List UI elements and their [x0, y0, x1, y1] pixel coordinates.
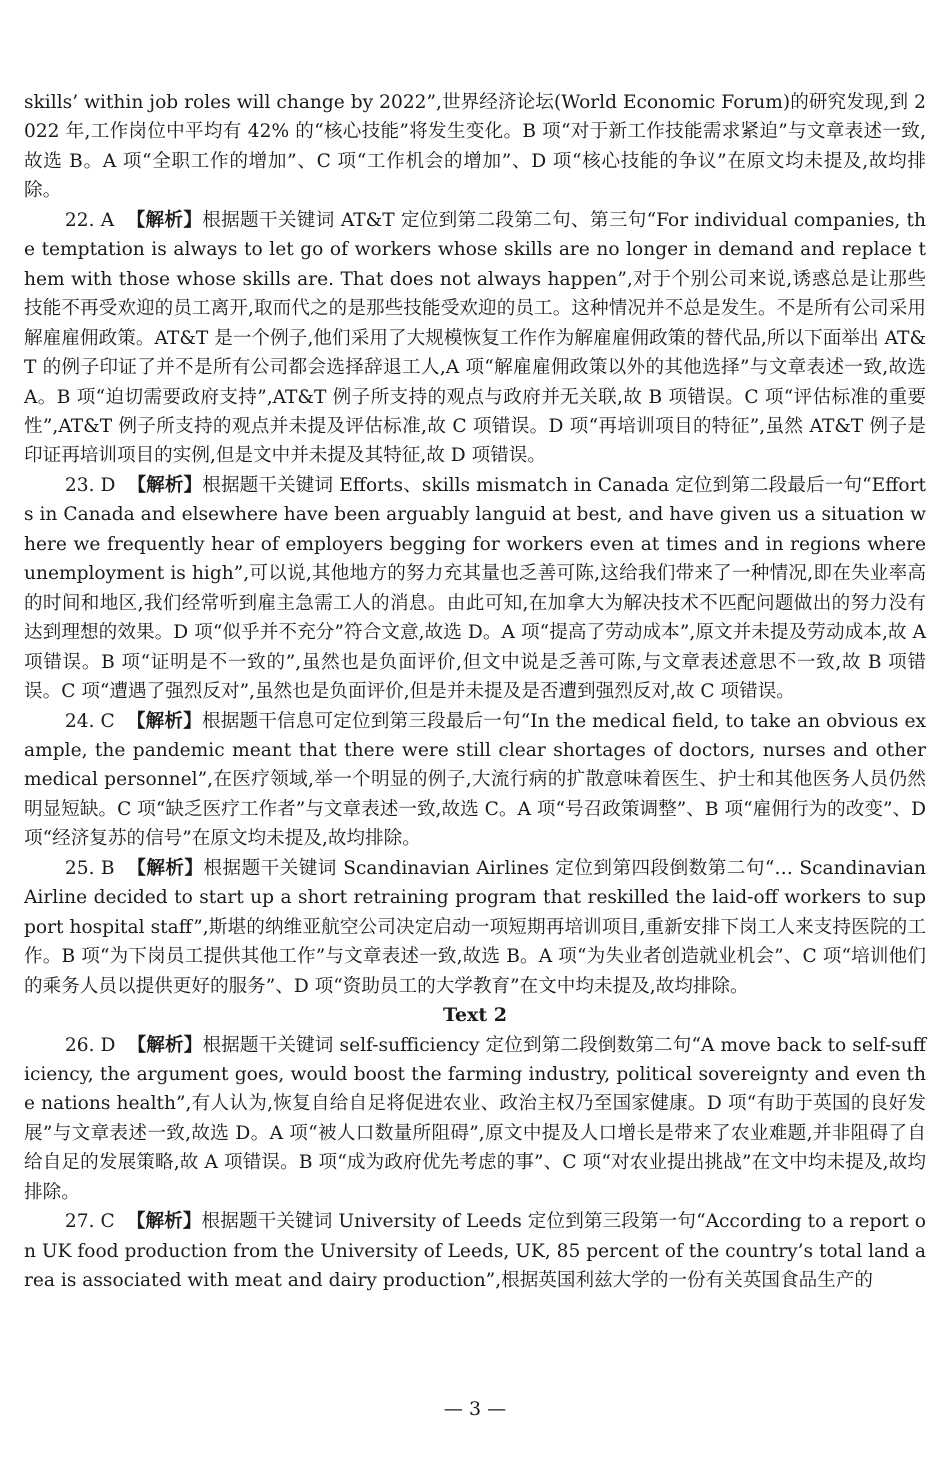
- analysis-label: 【解析】: [126, 1211, 202, 1233]
- question-number: 23. D: [64, 474, 116, 496]
- answer-explanation: 根据题干关键词 Efforts、skills mismatch in Canada 定位到第二段最后一句“Efforts in Canada and elsewhere have been arguably languid at best, and have given us a situation where we frequently hear of employers begging for workers even at times and in regions where unemployment is high”,可以说,其他地方的努力充其量也乏善可陈,这给我们带来了一种情况,即在失业率高的时间和地区,我们经常听到雇主急需工人的消息。由此可知,在加拿大为解决技术不匹配问题做出的努力没有达到理想的效果。D 项“似乎并不充分”符合文意,故选 D。A 项“提高了劳动成本”,原文并未提及劳动成本,故 A 项错误。B 项“证明是不一致的”,虽然也是负面评价,但文中说是乏善可陈,与文章表述意思不一致,故 B 项错误。C 项“遭遇了强烈反对”,虽然也是负面评价,但是并未提及是否遭到强烈反对,故 C 项错误。: [24, 474, 926, 703]
- answer-24: [24, 707, 926, 854]
- paragraph-text: skills’ within job roles will change by 2022”,世界经济论坛(World Economic Forum)的研究发现,到 2022 年,工作岗位中平均有 42% 的“核心技能”将发生变化。B 项“对于新工作技能需求紧迫”与文章表述一致,故选 B。A 项“全职工作的增加”、C 项“工作机会的增加”、D 项“核心技能的争议”在原文均未提及,故均排除。: [24, 92, 926, 202]
- page-number: — 3 —: [443, 1398, 507, 1420]
- answer-22: [24, 206, 926, 471]
- answer-26: [24, 1031, 926, 1208]
- answer-27: [24, 1207, 926, 1295]
- analysis-label: 【解析】: [126, 710, 202, 732]
- answer-25: [24, 854, 926, 1001]
- answer-explanation: 根据题干关键词 AT&T 定位到第二段第二句、第三句“For individual companies, the temptation is always to let go of workers whose skills are no longer in demand and replace them with those whose skills are. That does not always happen”,对于个别公司来说,诱惑总是让那些技能不再受欢迎的员工离开,取而代之的是那些技能受欢迎的员工。这种情况并不总是发生。不是所有公司采用解雇雇佣政策。AT&T 是一个例子,他们采用了大规模恢复工作作为解雇雇佣政策的替代品,所以下面举出 AT&T 的例子印证了并不是所有公司都会选择辞退工人,A 项“解雇雇佣政策以外的其他选择”与文章表述一致,故选 A。B 项“迫切需要政府支持”,AT&T 例子所支持的观点与政府并无关联,故 B 项错误。C 项“评估标准的重要性”,AT&T 例子所支持的观点并未提及评估标准,故 C 项错误。D 项“再培训项目的特征”,虽然 AT&T 例子是印证再培训项目的实例,但是文中并未提及其特征,故 D 项错误。: [24, 209, 926, 467]
- answer-23: [24, 471, 926, 707]
- paragraph-continuation: [24, 88, 926, 206]
- question-number: 25. B: [64, 857, 115, 879]
- answer-explanation: 根据题干关键词 Scandinavian Airlines 定位到第四段倒数第二句“… Scandinavian Airline decided to start up a short retraining program that reskilled the laid-off workers to support hospital staff”,斯堪的纳维亚航空公司决定启动一项短期再培训项目,重新安排下岗工人来支持医院的工作。B 项“为下岗员工提供其他工作”与文章表述一致,故选 B。A 项“为失业者创造就业机会”、C 项“培训他们的乘务人员以提供更好的服务”、D 项“资助员工的大学教育”在文中均未提及,故均排除。: [24, 857, 926, 997]
- analysis-label: 【解析】: [127, 1034, 203, 1056]
- analysis-label: 【解析】: [127, 857, 204, 879]
- analysis-label: 【解析】: [126, 209, 203, 231]
- question-number: 26. D: [64, 1034, 116, 1056]
- answer-explanation: 根据题干关键词 University of Leeds 定位到第三段第一句“According to a report on UK food production from the University of Leeds, UK, 85 percent of the country’s total land area is associated with meat and dairy production”,根据英国利兹大学的一份有关英国食品生产的: [24, 1211, 926, 1292]
- answer-explanation: 根据题干信息可定位到第三段最后一句“In the medical field, to take an obvious example, the pandemic meant that there were still clear shortages of doctors, nurses and other medical personnel”,在医疗领域,举一个明显的例子,大流行病的扩散意味着医生、护士和其他医务人员仍然明显短缺。C 项“缺乏医疗工作者”与文章表述一致,故选 C。A 项“号召政策调整”、B 项“雇佣行为的改变”、D 项“经济复苏的信号”在原文均未提及,故均排除。: [24, 710, 926, 850]
- analysis-label: 【解析】: [127, 474, 203, 496]
- question-number: 22. A: [64, 209, 115, 231]
- answer-explanation: 根据题干关键词 self-sufficiency 定位到第二段倒数第二句“A move back to self-sufficiency, the argument goes, would boost the farming industry, political sovereignty and even the nations health”,有人认为,恢复自给自足将促进农业、政治主权乃至国家健康。D 项“有助于英国的良好发展”与文章表述一致,故选 D。A 项“被人口数量所阻碍”,原文中提及人口增长是带来了农业难题,并非阻碍了自给自足的发展策略,故 A 项错误。B 项“成为政府优先考虑的事”、C 项“对农业提出挑战”在文中均未提及,故均排除。: [24, 1034, 926, 1203]
- page-body: [24, 88, 926, 1296]
- question-number: 27. C: [64, 1211, 115, 1233]
- question-number: 24. C: [64, 710, 115, 732]
- section-heading: Text 2: [443, 1004, 507, 1027]
